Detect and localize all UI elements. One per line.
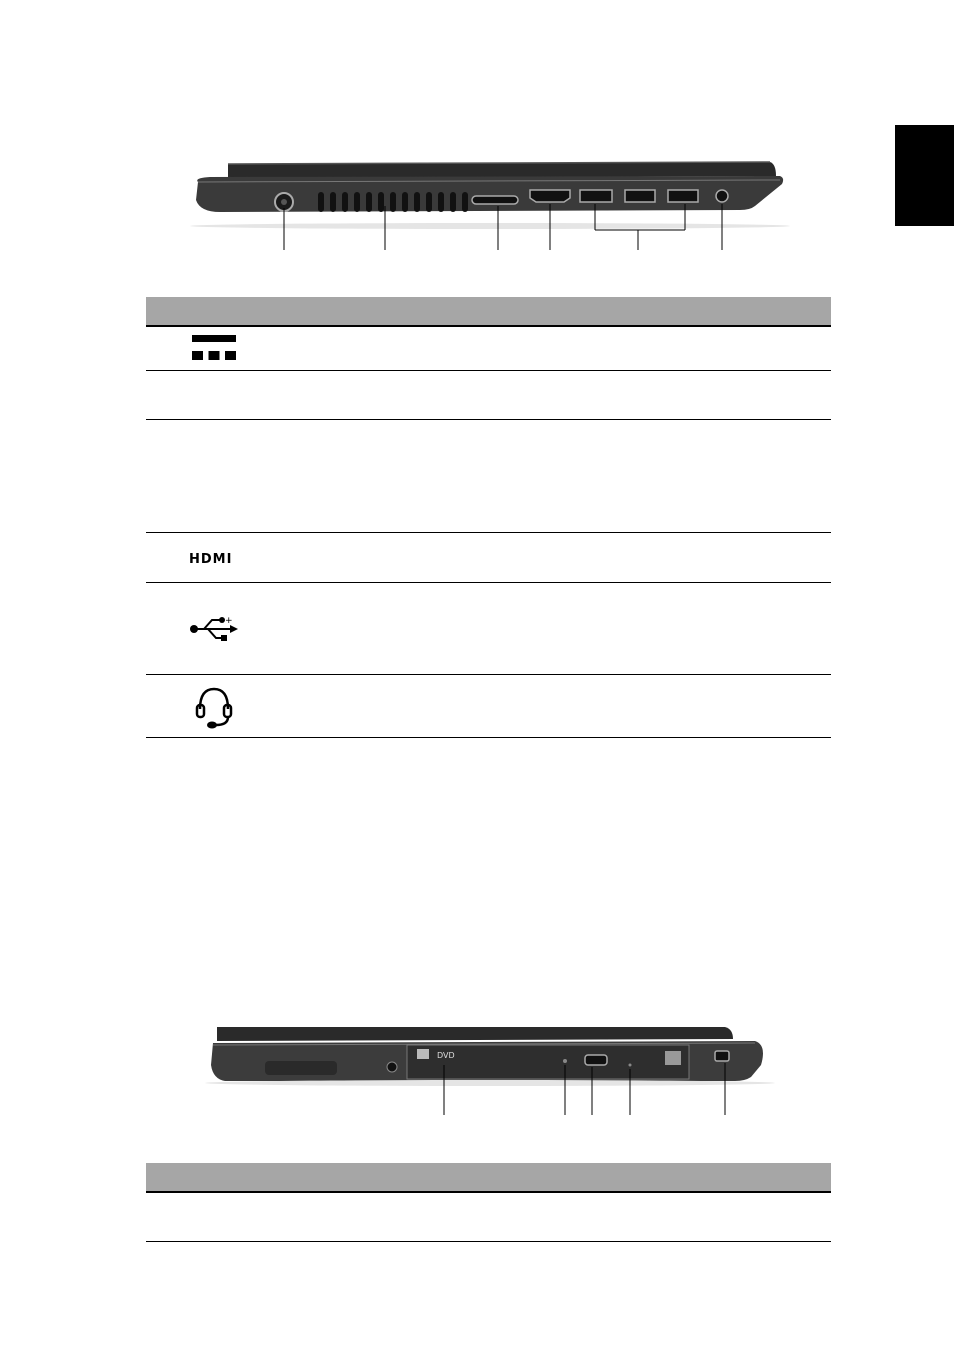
laptop-right-side-diagram	[195, 1015, 785, 1125]
table-row	[146, 1193, 831, 1242]
table2-header	[146, 1163, 831, 1193]
kensington-lock-slot	[715, 1051, 729, 1061]
card-reader-slot	[472, 196, 518, 204]
usb-port-3	[668, 190, 698, 202]
table1-header	[146, 297, 831, 327]
table-row	[146, 326, 831, 371]
optical-drive-indicator	[563, 1059, 567, 1063]
emergency-eject-hole	[629, 1064, 632, 1067]
hdmi-icon	[184, 533, 244, 582]
table-row	[146, 371, 831, 420]
dc-in-icon	[184, 326, 244, 370]
usb-port-2	[625, 190, 655, 202]
usb-icon	[184, 583, 244, 674]
table-row	[146, 420, 831, 533]
table-row	[146, 675, 831, 738]
headset-jack	[716, 190, 728, 202]
usb-port-1	[580, 190, 612, 202]
table-row	[146, 583, 831, 675]
speaker-grille	[265, 1061, 337, 1075]
hdmi-port	[530, 190, 570, 202]
svg-text:HDMI: HDMI	[189, 551, 233, 565]
headset-icon	[184, 675, 244, 737]
dvd-logo: DVD	[437, 1051, 455, 1060]
svg-text:+: +	[225, 615, 233, 626]
eject-button	[585, 1055, 607, 1065]
laptop-left-side-diagram	[180, 150, 800, 260]
table-row	[146, 533, 831, 583]
section-tab-marker	[895, 125, 954, 226]
